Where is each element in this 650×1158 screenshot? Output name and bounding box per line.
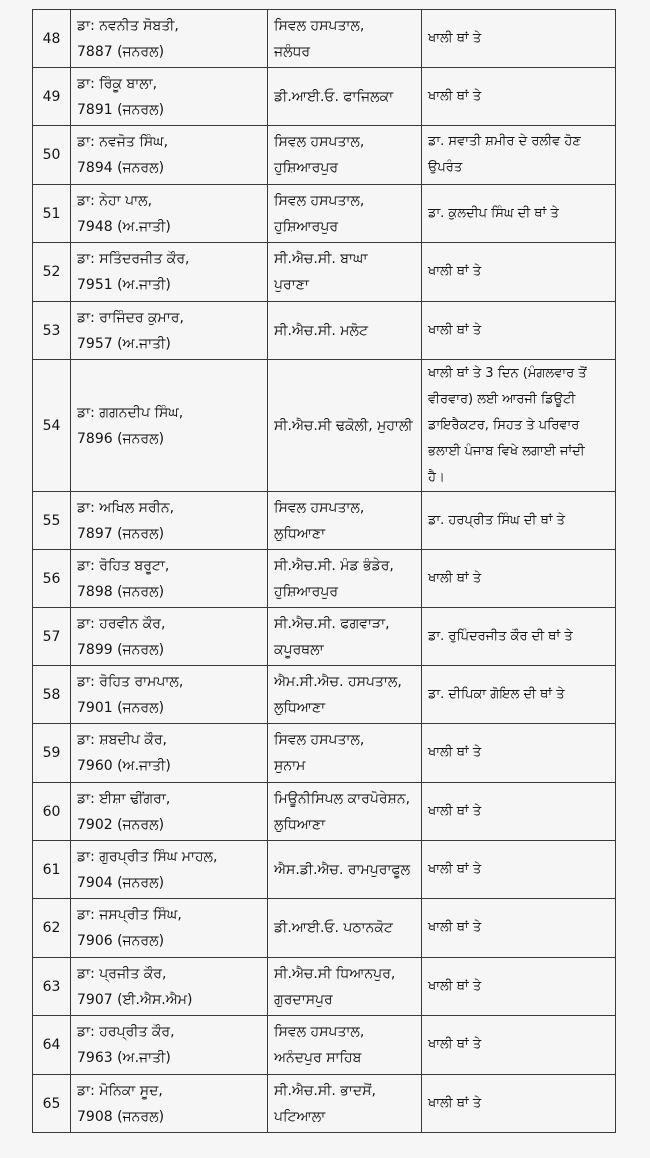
- posting-place: ਸੀ.ਐਚ.ਸੀ ਧਿਆਨਪੁਰ,: [274, 965, 396, 982]
- posting-place-cell: [268, 68, 422, 126]
- table-row: [33, 1016, 616, 1075]
- table-row: [33, 302, 616, 360]
- remark-line: ਖਾਲੀ ਥਾਂ ਤੇ: [428, 978, 482, 994]
- remark-cell: [422, 492, 616, 550]
- posting-place: ਸੀ.ਐਚ.ਸੀ. ਮਲੋਟ: [274, 322, 368, 339]
- posting-place-cell: [268, 1075, 422, 1133]
- doctor-cell: [71, 243, 268, 302]
- doctor-code: 7906 (ਜਨਰਲ): [77, 933, 165, 949]
- posting-place: ਸਿਵਲ ਹਸਪਤਾਲ,: [274, 732, 365, 748]
- doctor-code: 7901 (ਜਨਰਲ): [77, 699, 165, 716]
- posting-place-district: ਹੁਸ਼ਿਆਰਪੁਰ: [274, 583, 339, 600]
- remark-line: ਖਾਲੀ ਥਾਂ ਤੇ: [428, 264, 482, 279]
- serial-number: 54: [33, 360, 71, 492]
- posting-table: [32, 9, 616, 1133]
- remark-line: ਖਾਲੀ ਥਾਂ ਤੇ: [428, 322, 482, 338]
- doctor-code: 7963 (ਅ.ਜਾਤੀ): [77, 1050, 171, 1066]
- doctor-code: 7891 (ਜਨਰਲ): [77, 101, 165, 118]
- doctor-code: 7887 (ਜਨਰਲ): [77, 43, 165, 60]
- remark-line: ਵੀਰਵਾਰ) ਲਈ ਆਰਜੀ ਡਿਊਟੀ: [428, 391, 576, 407]
- table-row: [33, 958, 616, 1016]
- doctor-cell: [71, 185, 268, 243]
- doctor-cell: [71, 492, 268, 550]
- posting-place-cell: [268, 360, 422, 492]
- table-row: [33, 10, 616, 68]
- remark-line: ਖਾਲੀ ਥਾਂ ਤੇ: [428, 570, 482, 586]
- remark-cell: [422, 302, 616, 360]
- remark-cell: [422, 126, 616, 185]
- doctor-cell: [71, 724, 268, 783]
- serial-number: 59: [33, 724, 71, 783]
- remark-line: ਡਾ. ਹਰਪ੍ਰੀਤ ਸਿੰਘ ਦੀ ਥਾਂ ਤੇ: [428, 512, 565, 528]
- posting-place-cell: [268, 126, 422, 185]
- posting-place: ਡੀ.ਆਈ.ਓ. ਫਾਜਿਲਕਾ: [274, 88, 394, 105]
- posting-table-body: [33, 10, 616, 1133]
- posting-place: ਸੀ.ਐਚ.ਸੀ ਢਕੋਲੀ, ਮੁਹਾਲੀ: [274, 417, 413, 434]
- posting-place-cell: [268, 10, 422, 68]
- serial-number: 61: [33, 841, 71, 899]
- table-row: [33, 724, 616, 783]
- remark-line: ਖਾਲੀ ਥਾਂ ਤੇ: [428, 1095, 482, 1111]
- doctor-name: ਡਾ: ਗੁਰਪ੍ਰੀਤ ਸਿੰਘ ਮਾਹਲ,: [77, 848, 218, 865]
- table-row: [33, 68, 616, 126]
- posting-place-cell: [268, 958, 422, 1016]
- posting-place-cell: [268, 841, 422, 899]
- posting-place: ਸਿਵਲ ਹਸਪਤਾਲ,: [274, 192, 365, 209]
- doctor-name: ਡਾ: ਰਿੰਕੂ ਬਾਲਾ,: [77, 75, 158, 92]
- posting-place: ਸਿਵਲ ਹਸਪਤਾਲ,: [274, 17, 365, 34]
- serial-number: 62: [33, 899, 71, 958]
- doctor-code: 7951 (ਅ.ਜਾਤੀ): [77, 277, 171, 293]
- posting-place: ਐਮ.ਸੀ.ਐਚ. ਹਸਪਤਾਲ,: [274, 673, 402, 690]
- serial-number: 58: [33, 666, 71, 724]
- posting-place: ਸੀ.ਐਚ.ਸੀ. ਮੰਡ ਭੰਡੇਰ,: [274, 557, 394, 574]
- remark-cell: [422, 841, 616, 899]
- remark-line: ਖਾਲੀ ਥਾਂ ਤੇ: [428, 745, 482, 760]
- doctor-cell: [71, 1016, 268, 1075]
- doctor-cell: [71, 841, 268, 899]
- remark-cell: [422, 958, 616, 1016]
- posting-place: ਸਿਵਲ ਹਸਪਤਾਲ,: [274, 134, 365, 150]
- posting-place: ਸੀ.ਐਚ.ਸੀ. ਭਾਦਸੋਂ,: [274, 1082, 376, 1099]
- remark-line: ਖਾਲੀ ਥਾਂ ਤੇ 3 ਦਿਨ (ਮੰਗਲਵਾਰ ਤੋਂ: [428, 365, 587, 381]
- doctor-code: 7896 (ਜਨਰਲ): [77, 430, 165, 447]
- remark-line: ਡਾ. ਸਵਾਤੀ ਸ਼ਮੀਰ ਦੇ ਰਲੀਵ ਹੋਣ: [428, 134, 581, 149]
- doctor-name: ਡਾ: ਗਗਨਦੀਪ ਸਿੰਘ,: [77, 404, 184, 421]
- doctor-name: ਡਾ: ਅਖਿਲ ਸਰੀਨ,: [77, 499, 175, 516]
- table-row: [33, 666, 616, 724]
- posting-place: ਸੀ.ਐਚ.ਸੀ. ਫਗਵਾੜਾ,: [274, 615, 390, 632]
- doctor-name: ਡਾ: ਰਾਜਿੰਦਰ ਕੁਮਾਰ,: [77, 309, 184, 326]
- remark-cell: [422, 10, 616, 68]
- doctor-cell: [71, 360, 268, 492]
- doctor-code: 7897 (ਜਨਰਲ): [77, 525, 165, 542]
- doctor-cell: [71, 68, 268, 126]
- remark-line: ਉਪਰੰਤ: [428, 160, 463, 175]
- table-row: [33, 841, 616, 899]
- remark-line: ਡਾ. ਰੁਪਿੰਦਰਜੀਤ ਕੌਰ ਦੀ ਥਾਂ ਤੇ: [428, 628, 573, 644]
- remark-cell: [422, 899, 616, 958]
- doctor-code: 7960 (ਅ.ਜਾਤੀ): [77, 758, 171, 774]
- serial-number: 60: [33, 783, 71, 841]
- table-row: [33, 185, 616, 243]
- posting-place-district: ਜਲੰਧਰ: [274, 43, 311, 60]
- doctor-code: 7898 (ਜਨਰਲ): [77, 583, 165, 600]
- remark-cell: [422, 783, 616, 841]
- doctor-code: 7908 (ਜਨਰਲ): [77, 1108, 165, 1125]
- remark-cell: [422, 608, 616, 666]
- remark-cell: [422, 243, 616, 302]
- posting-place: ਸਿਵਲ ਹਸਪਤਾਲ,: [274, 1024, 365, 1040]
- doctor-name: ਡਾ: ਨਵਜੋਤ ਸਿੰਘ,: [77, 134, 169, 150]
- doctor-cell: [71, 783, 268, 841]
- doctor-name: ਡਾ: ਪ੍ਰਜੀਤ ਕੌਰ,: [77, 965, 167, 982]
- posting-place-district: ਸੁਨਾਮ: [274, 758, 306, 774]
- doctor-code: 7904 (ਜਨਰਲ): [77, 874, 165, 891]
- posting-place-district: ਲੁਧਿਆਣਾ: [274, 816, 326, 833]
- posting-place-cell: [268, 899, 422, 958]
- serial-number: 64: [33, 1016, 71, 1075]
- doctor-name: ਡਾ: ਹਰਪ੍ਰੀਤ ਕੌਰ,: [77, 1024, 175, 1040]
- posting-place-district: ਪੁਰਾਣਾ: [274, 277, 309, 293]
- doctor-code: 7948 (ਅ.ਜਾਤੀ): [77, 218, 171, 235]
- table-row: [33, 492, 616, 550]
- doctor-code: 7957 (ਅ.ਜਾਤੀ): [77, 335, 171, 352]
- doctor-cell: [71, 1075, 268, 1133]
- doctor-name: ਡਾ: ਈਸ਼ਾ ਢੀਂਗਰਾ,: [77, 790, 171, 807]
- remark-cell: [422, 185, 616, 243]
- table-row: [33, 1075, 616, 1133]
- serial-number: 49: [33, 68, 71, 126]
- posting-place-district: ਲੁਧਿਆਣਾ: [274, 525, 326, 542]
- doctor-cell: [71, 550, 268, 608]
- posting-place: ਸਿਵਲ ਹਸਪਤਾਲ,: [274, 499, 365, 516]
- serial-number: 50: [33, 126, 71, 185]
- remark-line: ਖਾਲੀ ਥਾਂ ਤੇ: [428, 803, 482, 819]
- posting-place-cell: [268, 185, 422, 243]
- posting-place-cell: [268, 608, 422, 666]
- doctor-name: ਡਾ: ਸ਼ਬਦੀਪ ਕੌਰ,: [77, 732, 167, 748]
- serial-number: 57: [33, 608, 71, 666]
- table-row: [33, 243, 616, 302]
- doctor-cell: [71, 958, 268, 1016]
- table-row: [33, 899, 616, 958]
- doctor-cell: [71, 608, 268, 666]
- remark-cell: [422, 666, 616, 724]
- serial-number: 48: [33, 10, 71, 68]
- posting-place-cell: [268, 492, 422, 550]
- doctor-code: 7907 (ਈ.ਐਸ.ਐਮ): [77, 991, 193, 1008]
- doctor-name: ਡਾ: ਹਰਵੀਨ ਕੌਰ,: [77, 615, 166, 632]
- serial-number: 51: [33, 185, 71, 243]
- posting-place: ਐਸ.ਡੀ.ਐਚ. ਰਾਮਪੁਰਾਫੂਲ: [274, 861, 411, 878]
- doctor-name: ਡਾ: ਜਸਪ੍ਰੀਤ ਸਿੰਘ,: [77, 907, 182, 923]
- remark-cell: [422, 550, 616, 608]
- doctor-cell: [71, 899, 268, 958]
- posting-place-cell: [268, 302, 422, 360]
- remark-cell: [422, 360, 616, 492]
- posting-place: ਡੀ.ਆਈ.ਓ. ਪਠਾਨਕੋਟ: [274, 920, 393, 936]
- doctor-cell: [71, 126, 268, 185]
- posting-place-district: ਅਨੰਦਪੁਰ ਸਾਹਿਬ: [274, 1050, 362, 1066]
- posting-place-cell: [268, 550, 422, 608]
- posting-place-district: ਪਟਿਆਲਾ: [274, 1108, 326, 1125]
- doctor-name: ਡਾ: ਨੇਹਾ ਪਾਲ,: [77, 192, 153, 209]
- posting-place-cell: [268, 1016, 422, 1075]
- serial-number: 63: [33, 958, 71, 1016]
- doctor-cell: [71, 10, 268, 68]
- table-row: [33, 550, 616, 608]
- remark-cell: [422, 1075, 616, 1133]
- posting-place-district: ਲੁਧਿਆਣਾ: [274, 699, 326, 716]
- posting-place-cell: [268, 243, 422, 302]
- doctor-name: ਡਾ: ਮੋਨਿਕਾ ਸੂਦ,: [77, 1082, 163, 1099]
- doctor-code: 7899 (ਜਨਰਲ): [77, 641, 165, 658]
- remark-line: ਭਲਾਈ ਪੰਜਾਬ ਵਿਖੇ ਲਗਾਈ ਜਾਂਦੀ: [428, 443, 585, 459]
- doctor-code: 7894 (ਜਨਰਲ): [77, 160, 165, 176]
- serial-number: 52: [33, 243, 71, 302]
- remark-line: ਹੈ।: [428, 469, 445, 485]
- table-row: [33, 126, 616, 185]
- remark-line: ਖਾਲੀ ਥਾਂ ਤੇ: [428, 88, 482, 104]
- posting-place-district: ਕਪੂਰਥਲਾ: [274, 641, 324, 658]
- serial-number: 56: [33, 550, 71, 608]
- serial-number: 65: [33, 1075, 71, 1133]
- serial-number: 55: [33, 492, 71, 550]
- serial-number: 53: [33, 302, 71, 360]
- posting-place-district: ਹੁਸ਼ਿਆਰਪੁਰ: [274, 160, 339, 176]
- remark-line: ਖਾਲੀ ਥਾਂ ਤੇ: [428, 920, 482, 935]
- posting-place: ਸੀ.ਐਚ.ਸੀ. ਬਾਘਾ: [274, 251, 368, 267]
- table-row: [33, 783, 616, 841]
- posting-place-cell: [268, 666, 422, 724]
- posting-place-cell: [268, 783, 422, 841]
- table-row: [33, 608, 616, 666]
- table-row: [33, 360, 616, 492]
- posting-place-cell: [268, 724, 422, 783]
- remark-line: ਡਾਇਰੈਕਟਰ, ਸਿਹਤ ਤੇ ਪਰਿਵਾਰ: [428, 417, 580, 433]
- posting-place-district: ਹੁਸ਼ਿਆਰਪੁਰ: [274, 218, 339, 235]
- doctor-name: ਡਾ: ਰੋਹਿਤ ਬਰੂਟਾ,: [77, 557, 170, 574]
- doctor-cell: [71, 666, 268, 724]
- remark-cell: [422, 724, 616, 783]
- doctor-cell: [71, 302, 268, 360]
- posting-place: ਮਿਊਨੀਸਿਪਲ ਕਾਰਪੋਰੇਸ਼ਨ,: [274, 790, 411, 807]
- doctor-code: 7902 (ਜਨਰਲ): [77, 816, 165, 833]
- doctor-name: ਡਾ: ਨਵਨੀਤ ਸੋਬਤੀ,: [77, 17, 179, 34]
- remark-line: ਖਾਲੀ ਥਾਂ ਤੇ: [428, 1037, 482, 1052]
- doctor-name: ਡਾ: ਸਤਿੰਦਰਜੀਤ ਕੌਰ,: [77, 251, 190, 267]
- remark-cell: [422, 1016, 616, 1075]
- remark-line: ਖਾਲੀ ਥਾਂ ਤੇ: [428, 30, 482, 46]
- doctor-name: ਡਾ: ਰੋਹਿਤ ਰਾਮਪਾਲ,: [77, 673, 184, 690]
- remark-line: ਖਾਲੀ ਥਾਂ ਤੇ: [428, 861, 482, 877]
- remark-line: ਡਾ. ਦੀਪਿਕਾ ਗੋਇਲ ਦੀ ਥਾਂ ਤੇ: [428, 686, 565, 702]
- posting-place-district: ਗੁਰਦਾਸਪੁਰ: [274, 991, 333, 1008]
- remark-cell: [422, 68, 616, 126]
- remark-line: ਡਾ. ਕੁਲਦੀਪ ਸਿੰਘ ਦੀ ਥਾਂ ਤੇ: [428, 205, 559, 221]
